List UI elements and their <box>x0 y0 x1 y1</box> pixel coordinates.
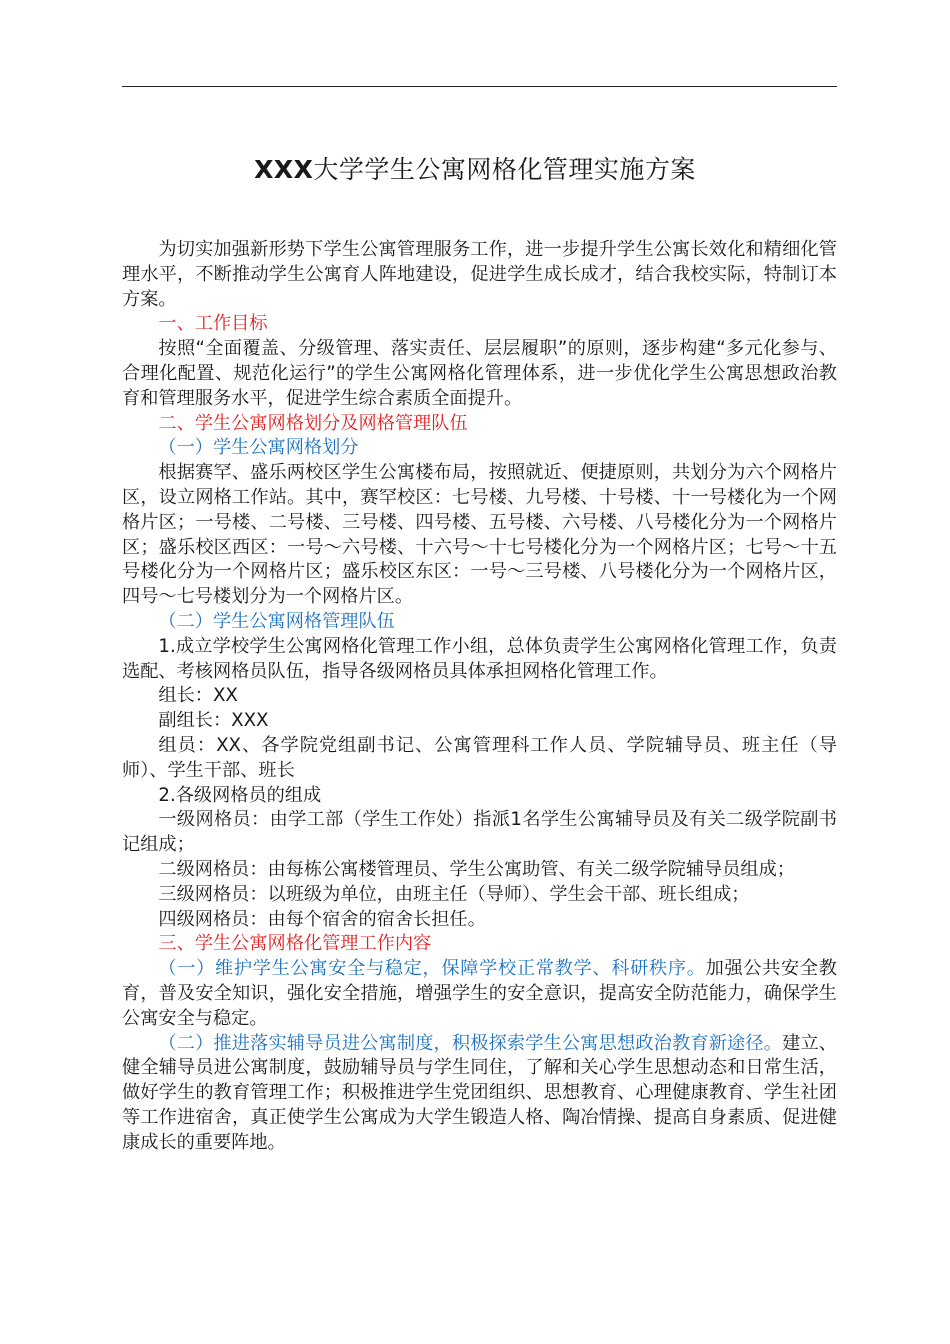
subheading-2-2: （二）学生公寓网格管理队伍 <box>158 610 395 632</box>
members-line: 组员：XX、各学院党组副书记、公寓管理科工作人员、学院辅导员、班主任（导师）、学生干部、班长 <box>122 734 837 781</box>
page-title <box>0 150 950 186</box>
subsection-2-1-body: 根据赛罕、盛乐两校区学生公寓楼布局，按照就近、便捷原则，共划分为六个网格片区，设立网格工作站。其中，赛罕校区：七号楼、九号楼、十号楼、十一号楼化为一个网格片区；一号楼、二号楼、三号楼、四号楼、五号楼、六号楼、八号楼化分为一个网格片区；盛乐校区西区：一号～六号楼、十六号～十七号楼化分为一个网格片区；七号～十五号楼化分为一个网格片区；盛乐校区东区：一号～三号楼、八号楼化分为一个网格片区，四号～七号楼划分为一个网格片区。 <box>122 462 837 608</box>
header-rule <box>122 86 837 87</box>
vice-leader-line: 副组长：XXX <box>158 710 269 732</box>
subheading-2-1: （一）学生公寓网格划分 <box>158 437 359 459</box>
item-1: 1.成立学校学生公寓网格化管理工作小组，总体负责学生公寓网格化管理工作，负责选配、考核网格员队伍，指导各级网格员具体承担网格化管理工作。 <box>122 635 837 682</box>
section-3-paragraph-2 <box>122 1032 837 1156</box>
document-body <box>122 238 837 1155</box>
section-3-p2-lead: （二）推进落实辅导员进公寓制度，积极探索学生公寓思想政治教育新途径。 <box>158 1032 783 1054</box>
section-3-p2-body: 建立、健全辅导员进公寓制度，鼓励辅导员与学生同住，了解和关心学生思想动态和日常生活，做好学生的教育管理工作；积极推进学生党团组织、思想教育、心理健康教育、学生社团等工作进宿舍，真正使学生公寓成为大学生锻造人格、陶冶情操、提高自身素质、促进健康成长的重要阵地。 <box>122 1032 837 1153</box>
section-3-p1-body: 加强公共安全教育，普及安全知识，强化安全措施，增强学生的安全意识，提高安全防范能力，确保学生公寓安全与稳定。 <box>122 958 837 1029</box>
level-1-line: 一级网格员：由学工部（学生工作处）指派1名学生公寓辅导员及有关二级学院副书记组成； <box>122 809 837 856</box>
title-code: XXX <box>254 155 314 184</box>
section-heading-1: 一、工作目标 <box>158 313 268 335</box>
level-3-line: 三级网格员：以班级为单位，由班主任（导师）、学生会干部、班长组成； <box>158 883 750 905</box>
intro-paragraph: 为切实加强新形势下学生公寓管理服务工作，进一步提升学生公寓长效化和精细化管理水平，不断推动学生公寓育人阵地建设，促进学生成长成才，结合我校实际，特制订本方案。 <box>122 239 837 310</box>
section-heading-2: 二、学生公寓网格划分及网格管理队伍 <box>158 412 468 434</box>
section-3-p1-lead: （一）维护学生公寓安全与稳定，保障学校正常教学、科研秩序。 <box>158 958 706 980</box>
section-1-body: 按照“全面覆盖、分级管理、落实责任、层层履职”的原则，逐步构建“多元化参与、合理化配置、规范化运行”的学生公寓网格化管理体系，进一步优化学生公寓思想政治教育和管理服务水平，促进学生综合素质全面提升。 <box>122 338 837 409</box>
section-heading-3: 三、学生公寓网格化管理工作内容 <box>158 933 432 955</box>
level-4-line: 四级网格员：由每个宿舍的宿舍长担任。 <box>158 908 486 930</box>
section-3-paragraph-1 <box>122 957 837 1031</box>
leader-line: 组长：XX <box>158 685 238 707</box>
item-2: 2.各级网格员的组成 <box>158 784 322 806</box>
title-text: 大学学生公寓网格化管理实施方案 <box>313 155 696 184</box>
level-2-line: 二级网格员：由每栋公寓楼管理员、学生公寓助管、有关二级学院辅导员组成； <box>158 858 795 880</box>
